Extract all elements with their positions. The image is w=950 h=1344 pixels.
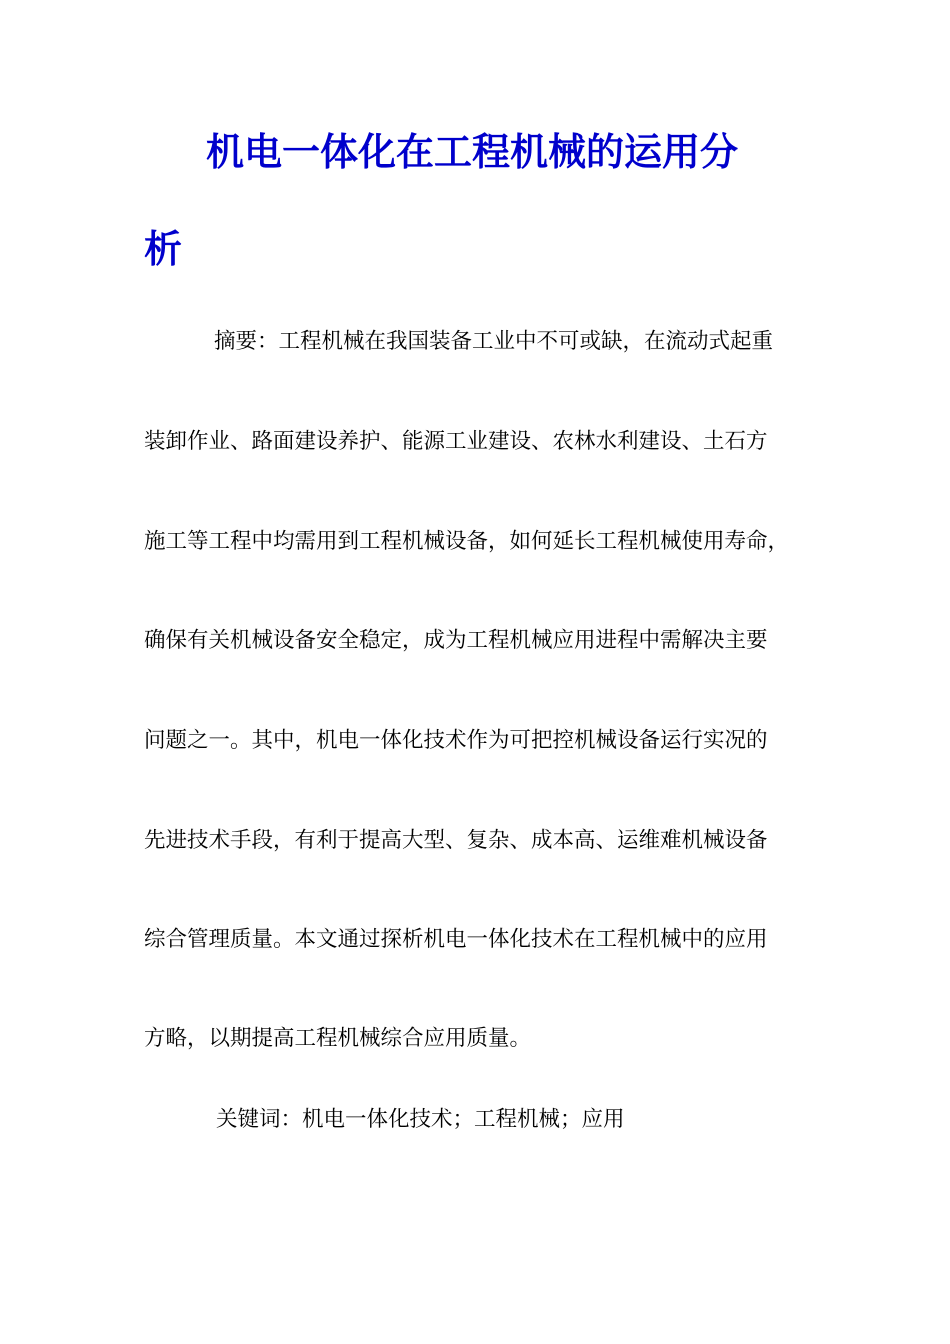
abstract-line-6: 先进技术手段，有利于提高大型、复杂、成本高、运维难机械设备 — [144, 828, 768, 853]
abstract-line-4: 确保有关机械设备安全稳定，成为工程机械应用进程中需解决主要 — [144, 628, 768, 653]
keywords-line: 关键词：机电一体化技术；工程机械；应用 — [216, 1107, 625, 1132]
abstract-line-5: 问题之一。其中，机电一体化技术作为可把控机械设备运行实况的 — [144, 728, 768, 753]
abstract-line-1: 摘要：工程机械在我国装备工业中不可或缺，在流动式起重 — [214, 329, 774, 354]
document-title-line-1: 机电一体化在工程机械的运用分 — [206, 130, 739, 174]
abstract-line-2: 装卸作业、路面建设养护、能源工业建设、农林水利建设、土石方 — [144, 429, 768, 454]
document-title-line-2: 析 — [144, 227, 183, 271]
abstract-line-8: 方略，以期提高工程机械综合应用质量。 — [144, 1026, 532, 1051]
abstract-line-7: 综合管理质量。本文通过探析机电一体化技术在工程机械中的应用 — [144, 927, 768, 952]
abstract-line-3: 施工等工程中均需用到工程机械设备，如何延长工程机械使用寿命， — [144, 529, 790, 554]
